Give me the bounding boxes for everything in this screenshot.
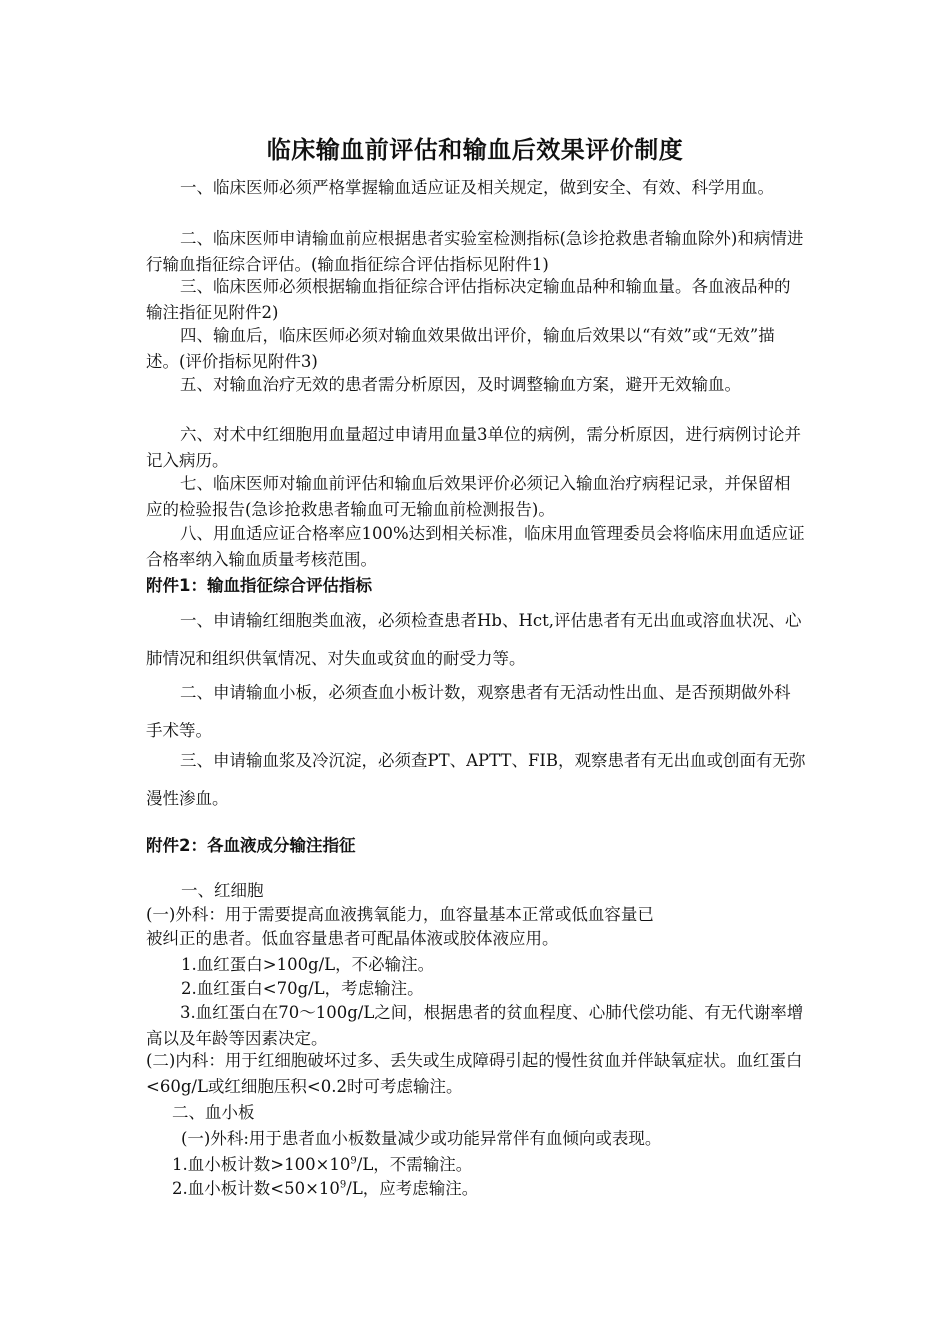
- rule-6: 六、对术中红细胞用血量超过申请用血量3单位的病例，需分析原因，进行病例讨论并记入病历。: [146, 425, 801, 470]
- platelet-point-2-exponent: 9: [339, 1179, 347, 1191]
- rule-3: 三、临床医师必须根据输血指征综合评估指标决定输血品种和输血量。各血液品种的输注指征见附件2): [146, 277, 791, 322]
- rule-5: 五、对输血治疗无效的患者需分析原因，及时调整输血方案，避开无效输血。: [180, 375, 741, 394]
- platelet-point-1-text: 1.血小板计数>100×10: [172, 1155, 351, 1174]
- platelet-point-2-text: 2.血小板计数<50×10: [172, 1179, 340, 1198]
- rbc-surgery-line-1: (一)外科：用于需要提高血液携氧能力，血容量基本正常或低血容量已: [146, 905, 654, 924]
- platelet-point-1: [172, 1152, 472, 1178]
- platelet-point-1-unit: /L，不需输注。: [356, 1155, 473, 1174]
- annex-1-item-2: 二、申请输血小板，必须查血小板计数，观察患者有无活动性出血、是否预期做外科手术等。: [146, 683, 791, 740]
- rbc-point-2: 2.血红蛋白<70g/L，考虑输注。: [181, 979, 424, 998]
- platelet-point-1-exponent: 9: [350, 1155, 357, 1167]
- rule-7: 七、临床医师对输血前评估和输血后效果评价必须记入输血治疗病程记录，并保留相应的检验报告(急诊抢救患者输血可无输血前检测报告)。: [146, 474, 791, 519]
- rbc-point-3: 3.血红蛋白在70～100g/L之间，根据患者的贫血程度、心肺代偿功能、有无代谢率增高以及年龄等因素决定。: [146, 1003, 804, 1048]
- platelet-point-2-unit: /L，应考虑输注。: [346, 1179, 479, 1198]
- document-title: 临床输血前评估和输血后效果评价制度: [266, 136, 684, 164]
- rbc-section-title: 一、红细胞: [181, 881, 264, 900]
- annex-1-item-3: 三、申请输血浆及冷沉淀，必须查PT、APTT、FIB，观察患者有无出血或创面有无弥漫性渗血。: [146, 751, 806, 808]
- rbc-internal: (二)内科：用于红细胞破坏过多、丢失或生成障碍引起的慢性贫血并伴缺氧症状。血红蛋白<60g/L或红细胞压积<0.2时可考虑输注。: [146, 1051, 803, 1096]
- rbc-point-1: 1.血红蛋白>100g/L，不必输注。: [181, 955, 435, 974]
- platelet-point-2: [172, 1176, 478, 1202]
- annex-2-heading: 附件2：各血液成分输注指征: [146, 836, 356, 855]
- rule-4: 四、输血后，临床医师必须对输血效果做出评价，输血后效果以“有效”或“无效”描述。(评价指标见附件3): [146, 326, 775, 371]
- platelet-surgery: (一)外科:用于患者血小板数量减少或功能异常伴有血倾向或表现。: [181, 1129, 662, 1148]
- annex-1-heading: 附件1：输血指征综合评估指标: [146, 576, 372, 595]
- rule-8: 八、用血适应证合格率应100%达到相关标准，临床用血管理委员会将临床用血适应证合格率纳入输血质量考核范围。: [146, 524, 805, 569]
- rule-2: 二、临床医师申请输血前应根据患者实验室检测指标(急诊抢救患者输血除外)和病情进行输血指征综合评估。(输血指征综合评估指标见附件1): [146, 229, 804, 274]
- annex-1-item-1: 一、申请输红细胞类血液，必须检查患者Hb、Hct,评估患者有无出血或溶血状况、心肺情况和组织供氧情况、对失血或贫血的耐受力等。: [146, 611, 802, 668]
- rbc-surgery-line-2: 被纠正的患者。低血容量患者可配晶体液或胶体液应用。: [146, 929, 559, 948]
- platelet-section-title: 二、血小板: [172, 1103, 255, 1122]
- rule-1: 一、临床医师必须严格掌握输血适应证及相关规定，做到安全、有效、科学用血。: [180, 178, 774, 197]
